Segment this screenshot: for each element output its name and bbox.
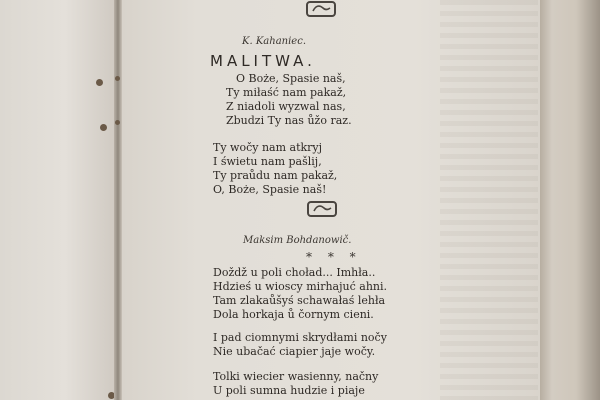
poem-line: Hdzieś u wioscy mirhajuć ahni. [213, 280, 387, 293]
binding-hole [115, 120, 120, 125]
binding-hole [100, 124, 107, 131]
poem-line: Doždž u poli choład... Imhła.. [213, 266, 376, 279]
binding-hole [96, 79, 103, 86]
book-gutter [114, 0, 122, 400]
poem-line: Ty miłaść nam pakaž, [226, 86, 347, 99]
page-edge-stack [540, 0, 600, 400]
left-page [0, 0, 118, 400]
poem-line: Tolki wiecier wasienny, načny [213, 370, 379, 383]
binding-hole [115, 76, 120, 81]
poem-title: MALITWA. [210, 52, 316, 70]
ornament-icon [306, 200, 338, 218]
poem-line: Ty praůdu nam pakaž, [213, 169, 338, 182]
poem-line: I pad ciomnymi skrydłami nočy [213, 331, 387, 344]
poem-line: O Boże, Spasie naš, [236, 72, 346, 85]
section-stars: * * * [306, 250, 362, 264]
poem-line: Dola horkaja ů čornym cieni. [213, 308, 374, 321]
show-through-text [440, 0, 538, 400]
poem-line: Tam zlakaůšyś schawałaś lehła [213, 294, 386, 307]
poem-line: Nie ubačać ciapier jaje wočy. [213, 345, 376, 358]
poem-line: I świetu nam pašlij, [213, 155, 322, 168]
poem-line: Z niadoli wyzwal nas, [226, 100, 346, 113]
poem-line: Zbudzi Ty nas ůžo raz. [226, 114, 352, 127]
poem-author: K. Kahaniec. [242, 36, 306, 47]
poem-line: Ty wočy nam atkryj [213, 141, 323, 154]
poem-line: O, Boże, Spasie naš! [213, 183, 327, 196]
poem-line: U poli sumna hudzie i piaje [213, 384, 365, 397]
poem-author: Maksim Bohdanowič. [243, 235, 352, 246]
ornament-icon [305, 0, 337, 18]
